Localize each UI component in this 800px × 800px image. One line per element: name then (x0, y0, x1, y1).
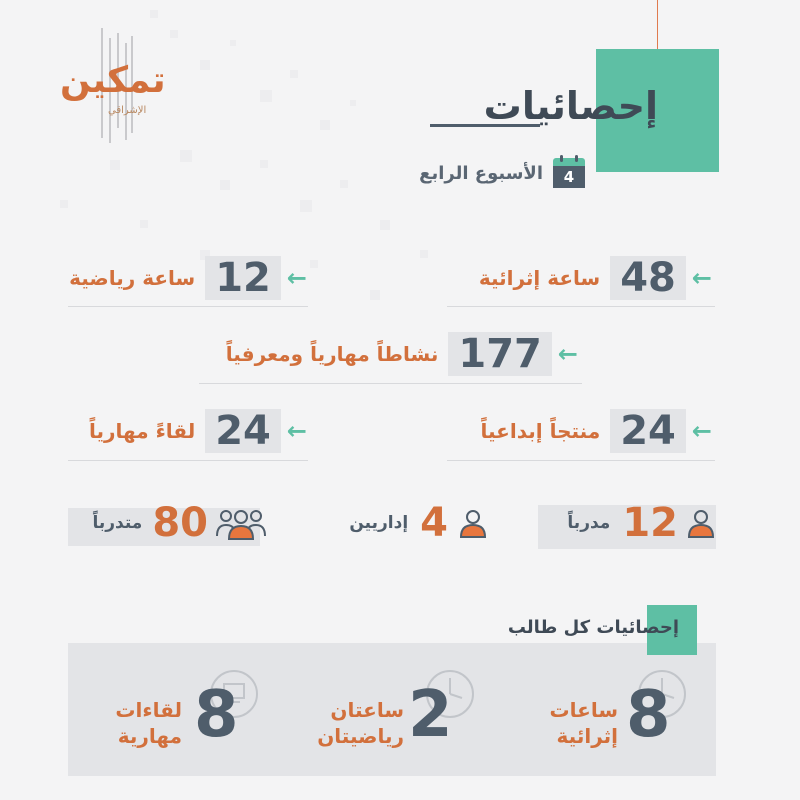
stat-label: مدرباً (567, 513, 611, 533)
stat-label: متدرباً (92, 513, 143, 533)
arrow-left-icon: ← (557, 340, 578, 368)
stat-label: إداريين (349, 513, 409, 533)
stat-trainees (92, 500, 266, 546)
calendar-icon (553, 158, 585, 188)
stat-label-line1: لقاءات (115, 698, 182, 722)
student-enrichment (550, 678, 700, 768)
week-number: 4 (553, 166, 585, 188)
stat-label: ساعة إثرائية (478, 266, 601, 290)
stat-value: 4 (420, 500, 448, 546)
stat-sport-hours (69, 256, 307, 300)
logo-text: تمكين (60, 60, 166, 101)
week-label: الأسبوع الرابع (419, 162, 543, 184)
stat-value: 2 (408, 678, 453, 752)
group-icon (216, 506, 266, 540)
accent-line (657, 0, 658, 50)
stat-value: 177 (448, 332, 552, 376)
stat-value: 80 (152, 500, 208, 546)
student-meetings (115, 678, 270, 768)
stat-value: 24 (205, 409, 281, 453)
divider (199, 383, 582, 384)
stat-value: 12 (622, 500, 678, 546)
page-title: إحصائيات (483, 84, 658, 128)
person-icon (686, 508, 716, 538)
divider (68, 306, 308, 307)
stat-label: ساعة رياضية (69, 266, 196, 290)
stat-skill-meetings (89, 409, 307, 453)
stat-value: 12 (205, 256, 281, 300)
stat-enrichment-hours (479, 256, 712, 300)
arrow-left-icon: ← (286, 417, 307, 445)
stat-label-line1: ساعتان (330, 698, 404, 722)
stat-label-line2: إثرائية (556, 724, 618, 748)
arrow-left-icon: ← (691, 417, 712, 445)
section-title: إحصائيات كل طالب (507, 617, 679, 638)
stat-trainers (567, 500, 716, 546)
stat-value: 48 (610, 256, 686, 300)
divider (447, 306, 715, 307)
stat-label-line1: ساعات (549, 698, 618, 722)
stat-admins (349, 500, 488, 546)
stat-activities (226, 332, 578, 376)
student-sport (317, 678, 470, 768)
stat-label-line2: مهارية (117, 724, 182, 748)
divider (447, 460, 715, 461)
person-icon (458, 508, 488, 538)
arrow-left-icon: ← (286, 264, 307, 292)
stat-value: 8 (194, 678, 239, 752)
logo-subtitle: الإشراقي (108, 105, 147, 116)
stat-value: 8 (626, 678, 671, 752)
stat-label: نشاطاً مهارياً ومعرفياً (225, 342, 439, 366)
stat-value: 24 (610, 409, 686, 453)
divider (68, 460, 308, 461)
stat-label: منتجاً إبداعياً (480, 419, 601, 443)
arrow-left-icon: ← (691, 264, 712, 292)
stat-creative-products (481, 409, 713, 453)
week-indicator (419, 158, 585, 188)
stat-label-line2: رياضيتان (317, 724, 404, 748)
stat-label: لقاءً مهارياً (88, 419, 196, 443)
